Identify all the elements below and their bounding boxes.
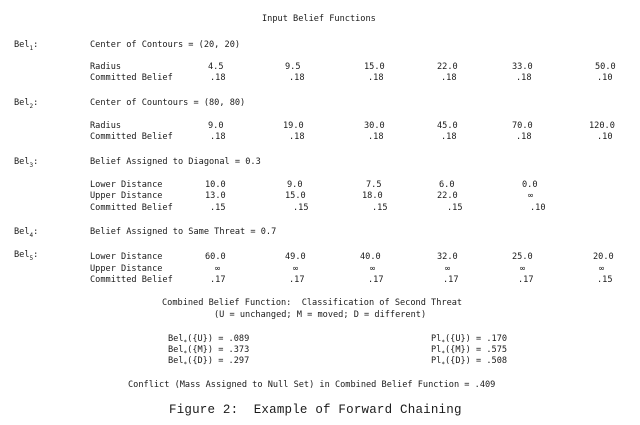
bel2-radius-4: 45.0 [437,121,458,131]
combined-heading: Combined Belief Function: Classification of Second Threat [162,298,463,308]
bel1-label-colon: : [33,40,39,50]
combined-pl-m [431,345,507,356]
bel3-belief-3: .15 [372,203,388,213]
bel-base-text: Bel [168,334,184,344]
pl-base-text: Pl [431,334,442,344]
bel3-lower-1: 10.0 [205,180,226,190]
star-subscript: * [183,350,188,357]
bel3-row2-label: Upper Distance [90,191,163,201]
bel2-radius-6: 120.0 [589,121,615,131]
bel2-belief-5: .18 [516,132,532,142]
bel5-belief-4: .17 [443,275,459,285]
bel1-belief-5: .18 [516,73,532,83]
bel5-upper-5: ∞ [520,264,526,274]
bel1-belief-2: .18 [289,73,305,83]
bel1-heading: Center of Contours = (20, 20) [90,40,241,50]
bel-base-text: Bel [168,345,184,355]
bel3-upper-1: 13.0 [205,191,226,201]
bel3-belief-1: .15 [210,203,226,213]
bel5-label-sub: 5 [29,255,34,262]
bel5-row1-label: Lower Distance [90,252,163,262]
pl-u-value: ({U}) = .170 [444,334,508,344]
bel3-upper-4: 22.0 [437,191,458,201]
conflict-line: Conflict (Mass Assigned to Null Set) in Combined Belief Function = .409 [128,380,496,390]
bel4-label-base: Bel [14,227,30,237]
bel5-belief-6: .15 [597,275,613,285]
bel-d-value: ({D}) = .297 [187,356,250,366]
bel3-lower-2: 9.0 [287,180,303,190]
star-subscript: * [183,361,188,368]
bel3-row3-label: Committed Belief [90,203,173,213]
bel3-label-colon: : [33,157,39,167]
bel5-lower-2: 49.0 [285,252,306,262]
bel4-label-colon: : [33,227,39,237]
combined-pl-d [431,356,507,367]
combined-legend: (U = unchanged; M = moved; D = different) [214,310,427,320]
star-subscript: * [441,339,445,346]
bel2-label-base: Bel [14,98,30,108]
bel1-radius-4: 22.0 [437,62,458,72]
bel3-upper-2: 15.0 [285,191,306,201]
bel-base-text: Bel [168,356,184,366]
bel-u-value: ({U}) = .089 [187,334,250,344]
bel2-radius-1: 9.0 [208,121,224,131]
bel2-belief-2: .18 [289,132,305,142]
bel1-belief-1: .18 [210,73,226,83]
bel1-radius-2: 9.5 [285,62,301,72]
bel5-upper-6: ∞ [599,264,605,274]
bel-m-value: ({M}) = .373 [187,345,250,355]
bel3-label-base: Bel [14,157,30,167]
bel5-belief-5: .17 [518,275,534,285]
bel2-belief-6: .10 [597,132,613,142]
bel4-heading: Belief Assigned to Same Threat = 0.7 [90,227,277,237]
bel1-label [14,40,38,51]
bel2-belief-4: .18 [441,132,457,142]
bel1-belief-4: .18 [441,73,457,83]
bel2-label-sub: 2 [29,103,34,110]
bel2-radius-5: 70.0 [512,121,533,131]
bel5-row2-label: Upper Distance [90,264,163,274]
bel4-label [14,227,38,238]
bel3-lower-3: 7.5 [366,180,382,190]
bel1-row1-label: Radius [90,62,122,72]
bel2-label-colon: : [33,98,39,108]
bel3-belief-2: .15 [293,203,309,213]
combined-pl-u [431,334,507,345]
bel2-label [14,98,38,109]
pl-d-value: ({D}) = .508 [444,356,508,366]
bel2-row1-label: Radius [90,121,122,131]
bel2-belief-1: .18 [210,132,226,142]
bel5-lower-3: 40.0 [360,252,381,262]
star-subscript: * [183,339,188,346]
bel3-heading: Belief Assigned to Diagonal = 0.3 [90,157,261,167]
bel2-heading: Center of Countours = (80, 80) [90,98,246,108]
bel5-upper-4: ∞ [445,264,451,274]
bel2-row2-label: Committed Belief [90,132,173,142]
bel1-label-base: Bel [14,40,30,50]
bel2-radius-3: 30.0 [364,121,385,131]
bel3-lower-4: 6.0 [439,180,455,190]
bel5-lower-4: 32.0 [437,252,458,262]
page-title: Input Belief Functions [262,14,376,24]
bel5-lower-1: 60.0 [205,252,226,262]
bel1-belief-3: .18 [368,73,384,83]
bel1-row2-label: Committed Belief [90,73,173,83]
combined-bel-u [168,334,249,345]
bel5-belief-3: .17 [368,275,384,285]
bel5-label [14,250,38,261]
bel5-upper-1: ∞ [215,264,221,274]
bel5-upper-3: ∞ [370,264,376,274]
star-subscript: * [441,350,445,357]
combined-bel-d [168,356,249,367]
figure-caption: Figure 2: Example of Forward Chaining [169,403,462,417]
bel3-upper-3: 18.0 [362,191,383,201]
bel1-radius-6: 50.0 [595,62,616,72]
bel3-lower-5: 0.0 [522,180,538,190]
bel3-upper-5: ∞ [528,191,534,201]
bel3-belief-5: .10 [530,203,546,213]
bel2-belief-3: .18 [368,132,384,142]
bel1-label-sub: 1 [29,45,34,52]
bel5-label-base: Bel [14,250,30,260]
combined-bel-m [168,345,249,356]
bel5-label-colon: : [33,250,39,260]
bel3-label-sub: 3 [29,162,34,169]
bel5-row3-label: Committed Belief [90,275,173,285]
bel3-row1-label: Lower Distance [90,180,163,190]
bel5-upper-2: ∞ [293,264,299,274]
bel2-radius-2: 19.0 [283,121,304,131]
bel1-belief-6: .10 [597,73,613,83]
bel1-radius-3: 15.0 [364,62,385,72]
star-subscript: * [441,361,445,368]
bel3-belief-4: .15 [447,203,463,213]
bel1-radius-5: 33.0 [512,62,533,72]
bel5-belief-1: .17 [210,275,226,285]
bel5-lower-5: 25.0 [512,252,533,262]
bel5-lower-6: 20.0 [593,252,614,262]
pl-m-value: ({M}) = .575 [444,345,508,355]
bel1-radius-1: 4.5 [208,62,224,72]
bel5-belief-2: .17 [289,275,305,285]
bel4-label-sub: 4 [29,232,34,239]
bel3-label [14,157,38,168]
pl-base-text: Pl [431,356,442,366]
pl-base-text: Pl [431,345,442,355]
